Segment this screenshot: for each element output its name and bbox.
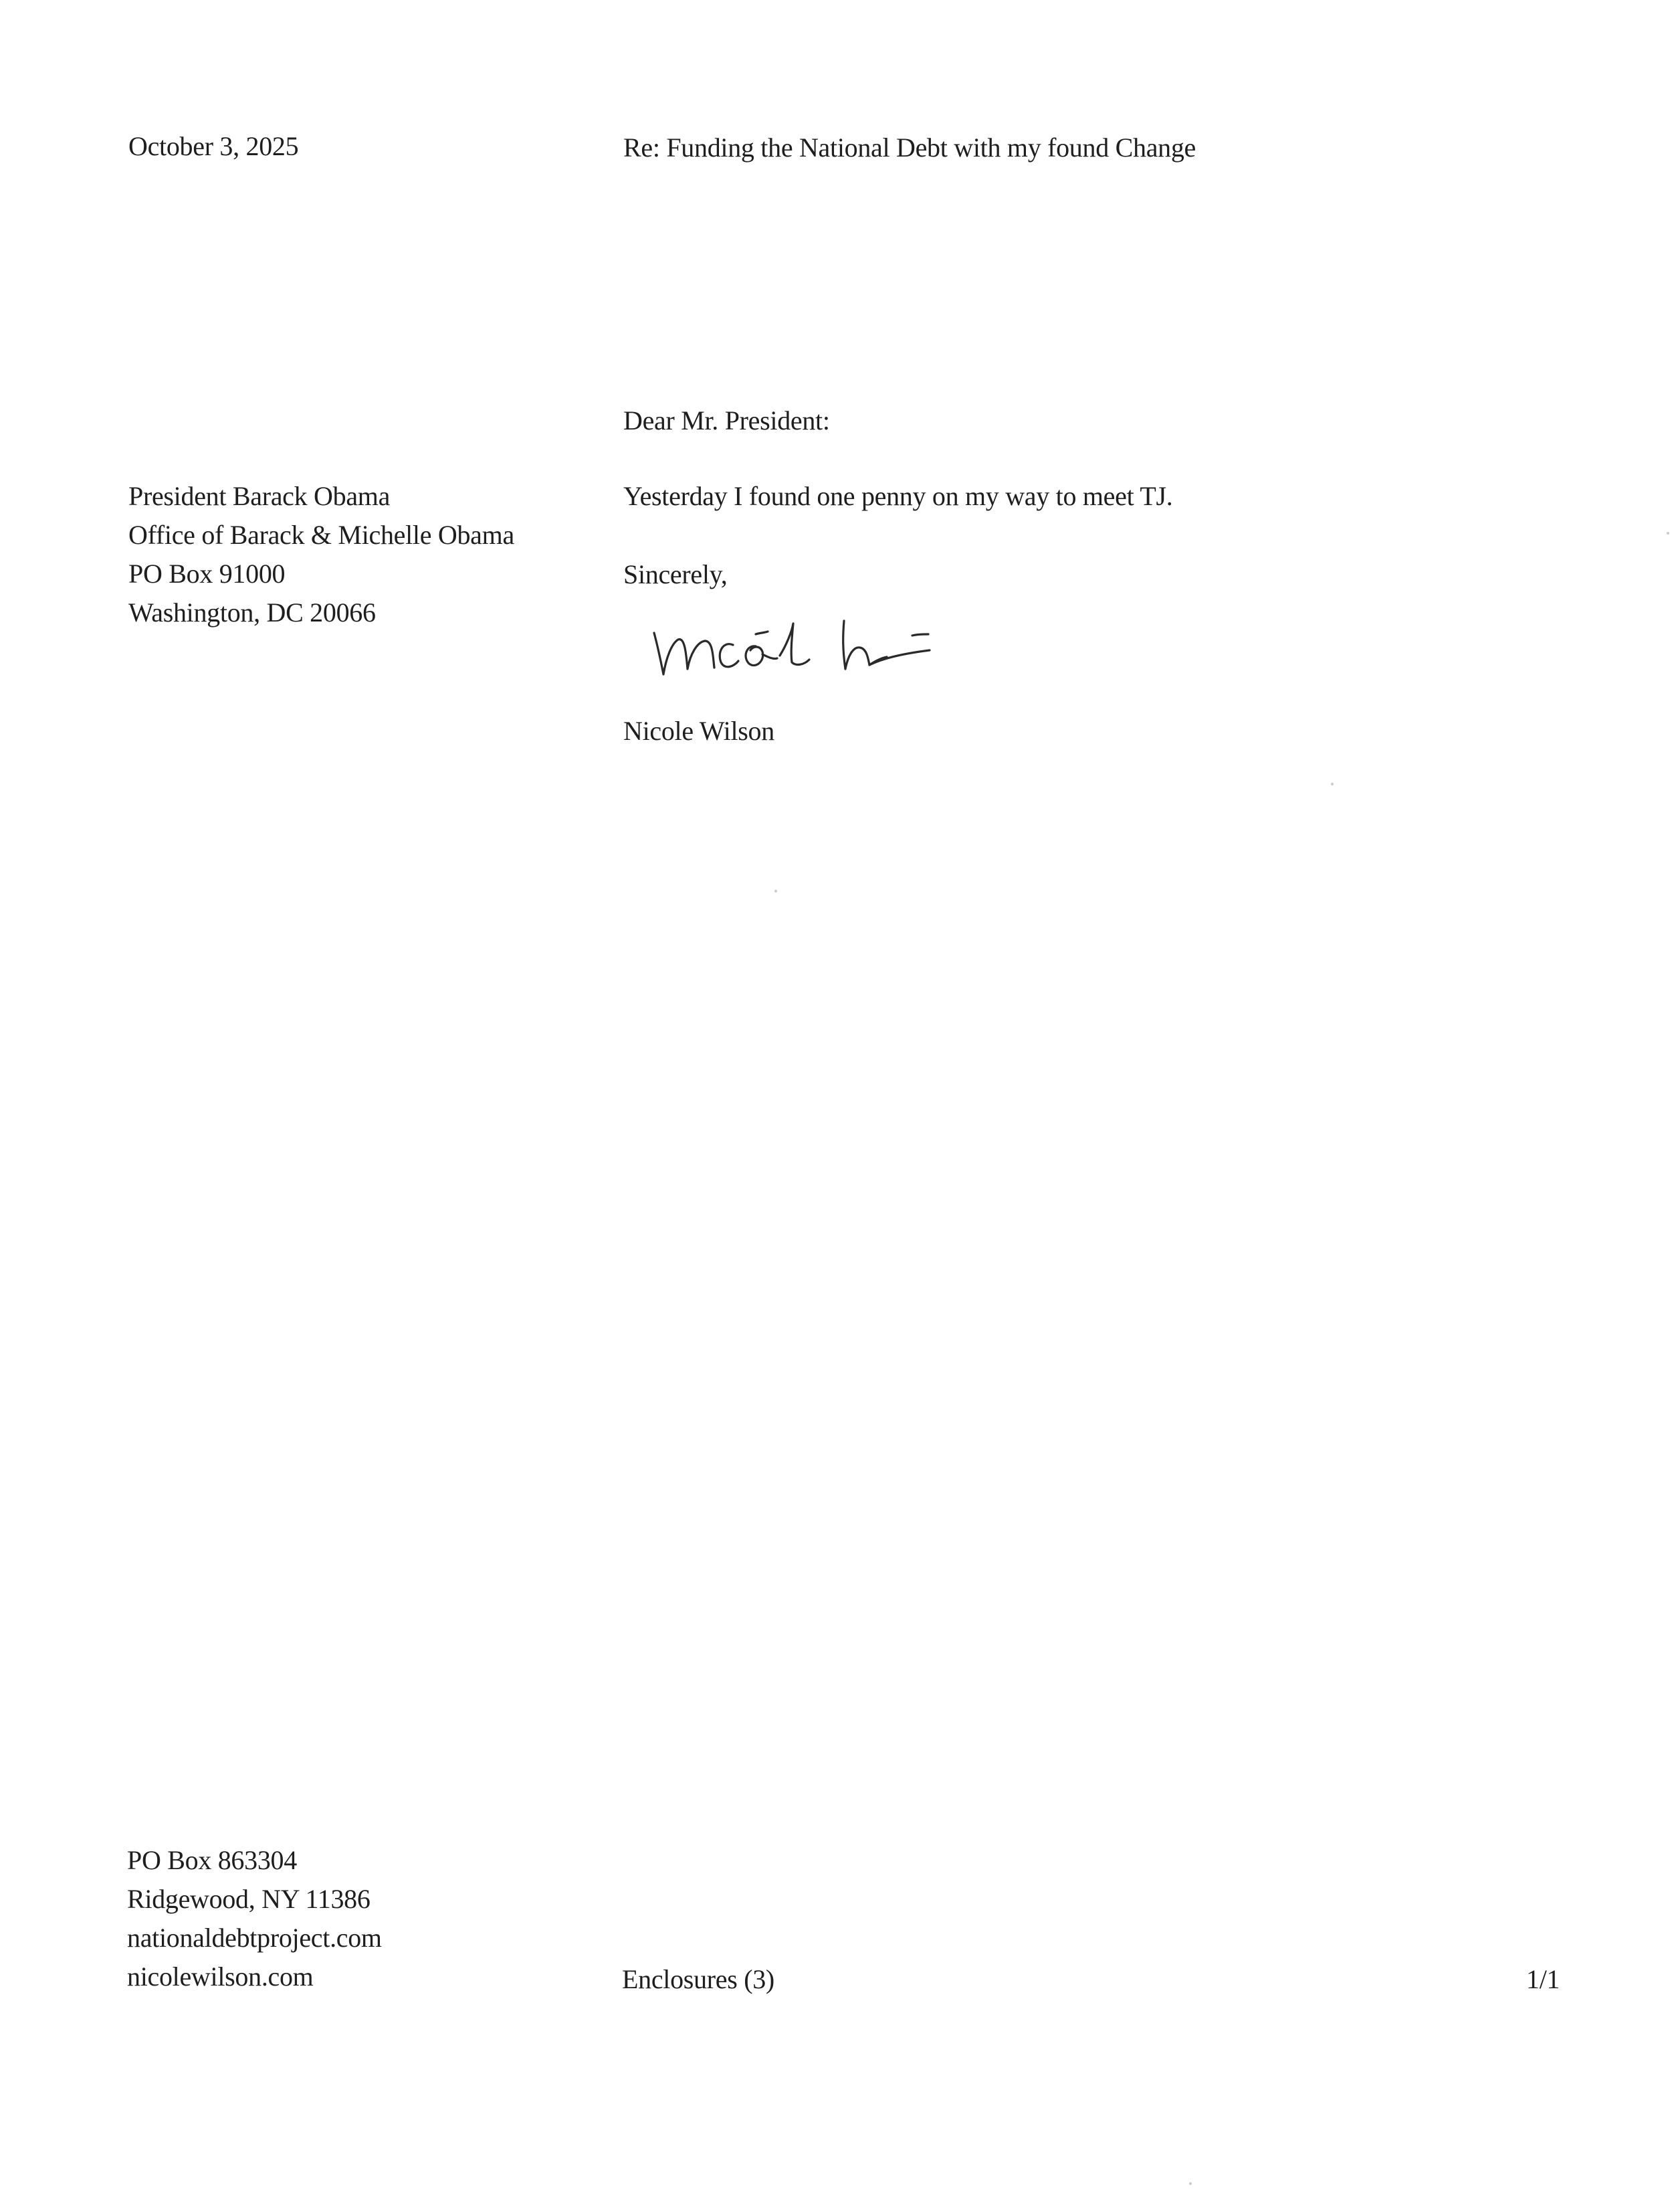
scan-speck — [774, 890, 777, 892]
sender-address-line: PO Box 863304 — [127, 1845, 297, 1875]
handwritten-signature — [649, 607, 963, 694]
sender-address-line: Ridgewood, NY 11386 — [127, 1884, 371, 1914]
recipient-line: PO Box 91000 — [128, 559, 286, 589]
sender-address-line: nicolewilson.com — [127, 1961, 314, 1992]
scan-speck — [1331, 783, 1334, 785]
enclosures-note: Enclosures (3) — [622, 1964, 774, 1994]
recipient-line: President Barack Obama — [128, 481, 391, 511]
recipient-line: Office of Barack & Michelle Obama — [128, 520, 514, 550]
sender-address-line: nationaldebtproject.com — [127, 1923, 382, 1953]
sender-address — [127, 1841, 382, 1996]
page-number: 1/1 — [1526, 1964, 1560, 1994]
salutation: Dear Mr. President: — [623, 405, 830, 436]
letter-body: Yesterday I found one penny on my way to meet TJ. — [623, 481, 1173, 511]
scan-speck — [1189, 2182, 1192, 2185]
recipient-line: Washington, DC 20066 — [128, 597, 376, 628]
scan-speck — [1667, 532, 1669, 535]
recipient-address — [128, 477, 514, 632]
letter-subject: Re: Funding the National Debt with my found Change — [623, 132, 1196, 163]
closing: Sincerely, — [623, 559, 728, 589]
letter-date: October 3, 2025 — [128, 131, 299, 161]
sender-name: Nicole Wilson — [623, 716, 774, 746]
